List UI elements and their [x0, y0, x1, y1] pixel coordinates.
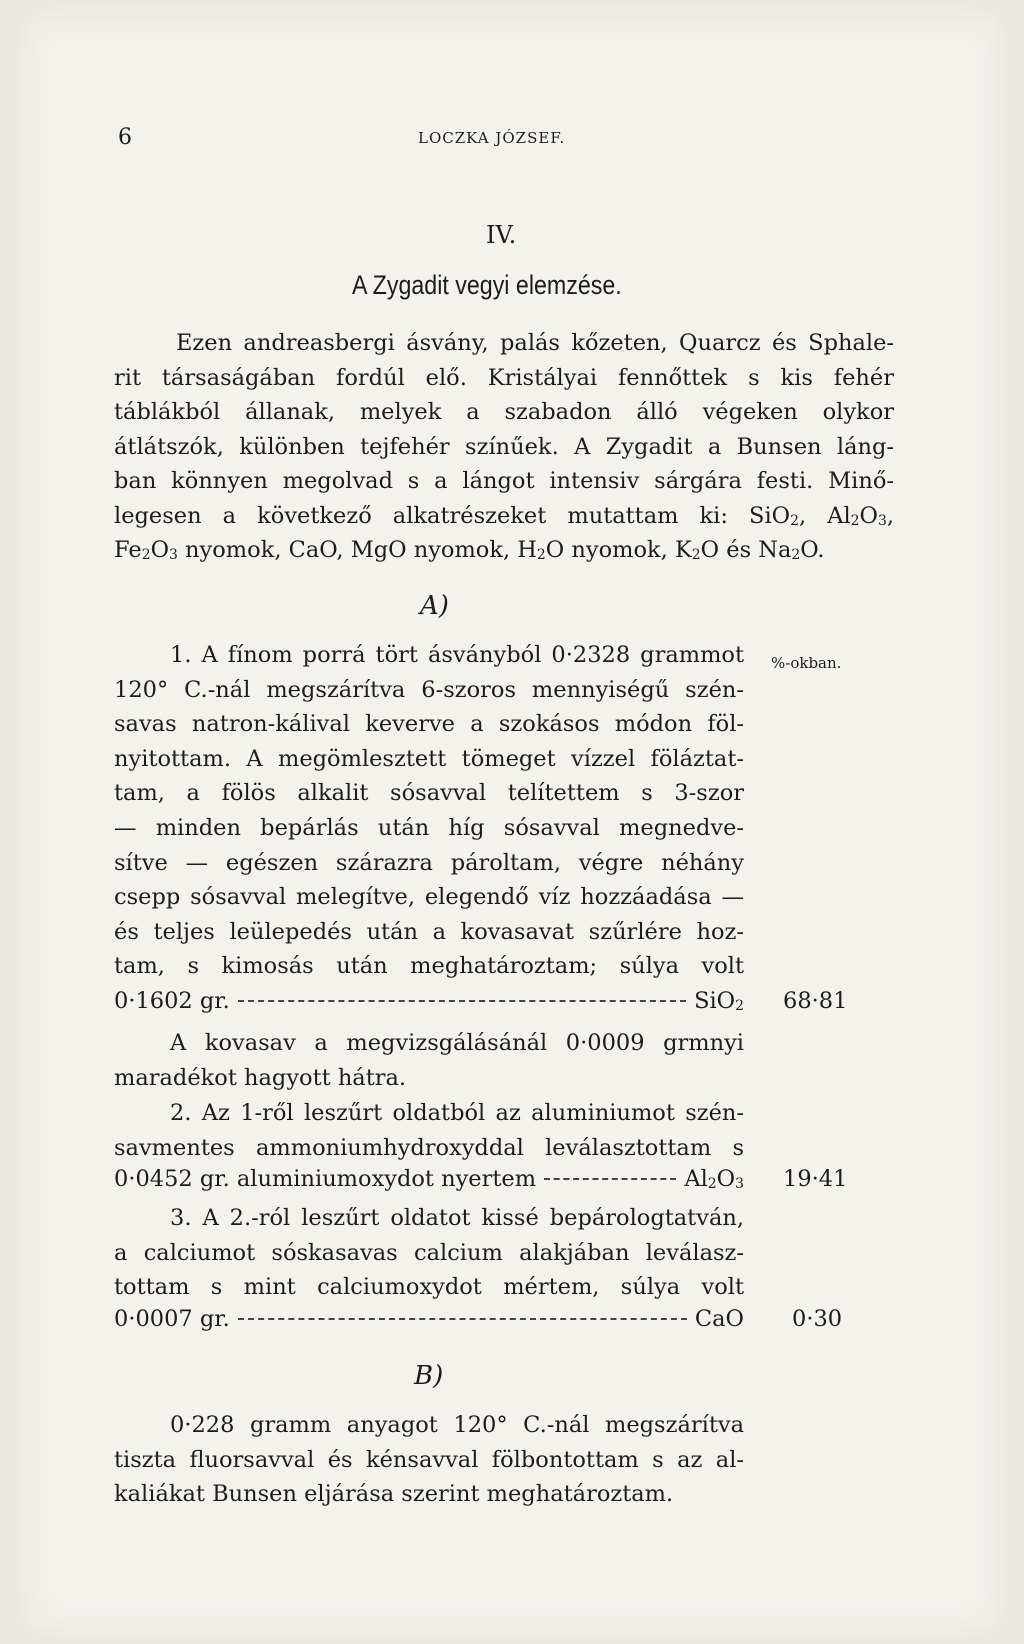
- intro-line: ban könnyen megolvad s a lángot intensiv sárgára festi. Minő-: [114, 468, 894, 494]
- step-line: a calciumot sóskasavas calcium alakjában leválasz-: [114, 1239, 744, 1266]
- result-weight: 0·0452 gr. aluminiumoxydot nyertem: [114, 1166, 537, 1192]
- step-line: savas natron-kálival keverve a szokásos módon föl-: [114, 711, 744, 738]
- leader-dots: [238, 1318, 687, 1320]
- result-weight: 0·1602 gr.: [114, 988, 230, 1014]
- percent-column-label: %-okban.: [771, 654, 842, 672]
- result-value-cao: 0·30: [792, 1306, 843, 1332]
- step-line: — minden bepárlás után híg sósavval megnedve-: [114, 814, 744, 841]
- step-line: és teljes leülepedés után a kovasavat szűrlére hoz-: [114, 918, 744, 945]
- step-3-paragraph: [114, 1201, 744, 1305]
- intro-line: átlátszók, különben tejfehér színűek. A Zygadit a Bunsen láng-: [114, 433, 894, 460]
- step-line: 1. A fínom porrá tört ásványból 0·2328 grammot: [170, 642, 744, 668]
- running-header-author: LOCZKA JÓZSEF.: [418, 129, 566, 147]
- part-b-line: 0·228 gramm anyagot 120° C.-nál megszárítva: [170, 1412, 744, 1438]
- step-line: 3. A 2.-ról leszűrt oldatot kissé bepárologtatván,: [170, 1205, 744, 1231]
- page-number: 6: [118, 125, 132, 150]
- note-line: A kovasav a megvizsgálásánál 0·0009 grmnyi: [170, 1030, 744, 1056]
- part-b-line: tiszta fluorsavval és kénsavval fölbontottam s az al-: [114, 1446, 744, 1473]
- result-weight: 0·0007 gr.: [114, 1306, 230, 1332]
- book-page: [18, 6, 1008, 1638]
- step-line: csepp sósavval melegítve, elegendő víz hozzáadása —: [114, 884, 744, 911]
- result-value-al2o3: 19·41: [783, 1166, 848, 1192]
- result-row-sio2: [114, 988, 744, 1022]
- intro-line: legesen a következő alkatrészeket mutattam ki: SiO$_2$, $Al_2O_3$,: [114, 502, 894, 529]
- section-title: A Zygadit vegyi elemzése.: [352, 270, 622, 300]
- step-2-paragraph: [114, 1096, 744, 1165]
- section-number: IV.: [486, 221, 517, 249]
- note-line: maradékot hagyott hátra.: [114, 1064, 407, 1091]
- step-line: sítve — egészen szárazra pároltam, végre néhány: [114, 849, 744, 876]
- step-line: savmentes ammoniumhydroxyddal leválasztottam s: [114, 1134, 744, 1161]
- intro-line: $Fe_2O_3$ nyomok, CaO, MgO nyomok, $H_2O$ nyomok, $K_2O$ és $Na_2O$.: [114, 537, 825, 564]
- step-line: 2. Az 1-ről leszűrt oldatból az aluminiumot szén-: [170, 1100, 744, 1126]
- part-b-line: kaliákat Bunsen eljárása szerint meghatároztam.: [114, 1481, 674, 1508]
- result-formula: SiO$_2$: [694, 988, 744, 1015]
- result-value-sio2: 68·81: [783, 988, 848, 1014]
- subsection-marker-a: A): [420, 591, 449, 621]
- intro-paragraph: [114, 326, 894, 568]
- step-line: tam, s kimosás után meghatároztam; súlya volt: [114, 953, 744, 980]
- leader-dots: [238, 1000, 686, 1002]
- leader-dots: [544, 1178, 676, 1180]
- result-formula: $Al_2O_3$: [684, 1166, 744, 1193]
- step-line: tam, a fölös alkalit sósavval telítettem s 3-szor: [114, 780, 744, 807]
- step-line: 120° C.-nál megszárítva 6-szoros mennyiségű szén-: [114, 676, 744, 703]
- result-row-al2o3: [114, 1166, 744, 1200]
- note-paragraph: [114, 1026, 744, 1095]
- intro-line: Ezen andreasbergi ásvány, palás kőzeten, Quarcz és Sphale-: [176, 330, 894, 356]
- result-formula: CaO: [694, 1306, 744, 1332]
- intro-line: táblákból állanak, melyek a szabadon álló végeken olykor: [114, 399, 894, 425]
- part-b-paragraph: [114, 1408, 744, 1512]
- step-line: nyitottam. A megömlesztett tömeget vízzel föláztat-: [114, 745, 744, 772]
- subsection-marker-b: B): [414, 1361, 444, 1391]
- step-1-paragraph: [114, 638, 744, 984]
- intro-line: rit társaságában fordúl elő. Kristályai fennőttek s kis fehér: [114, 364, 894, 391]
- step-line: tottam s mint calciumoxydot mértem, súlya volt: [114, 1274, 744, 1301]
- result-row-cao: [114, 1306, 744, 1340]
